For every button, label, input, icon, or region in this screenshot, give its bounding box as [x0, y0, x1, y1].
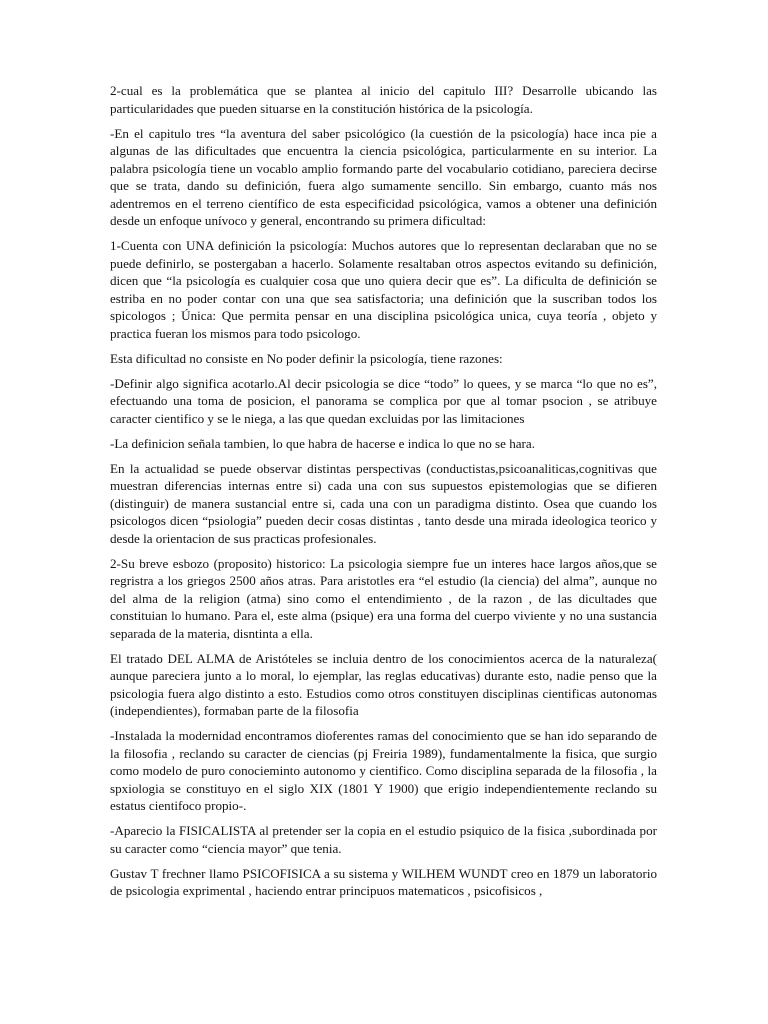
document-page — [110, 82, 657, 907]
paragraph-historical-sketch: 2-Su breve esbozo (proposito) historico: La psicologia siempre fue un interes hace largos años,que se regristra a los griegos 2500 años atras. Para aristotles era “el estudio (la ciencia) del alma”, aunque no del alma de la religion (atma) sino como el entendimiento , de la razon , de las dicultades que constituian lo humano. Para el, este alma (psique) era una forma del cuerpo viviente y no una sustancia separada de la materia, disntinta a ella. — [110, 555, 657, 641]
paragraph-fisicalista: -Aparecio la FISICALISTA al pretender ser la copia en el estudio psiquico de la fisica ,subordinada por su caracter como “ciencia mayor” que tenia. — [110, 823, 657, 856]
paragraph-chapter-intro: -En el capitulo tres “la aventura del saber psicológico (la cuestión de la psicología) hace inca pie a algunas de las dificultades que encuentra la ciencia psicológica, particularmente en su interior. La palabra psicología tiene un vocablo amplio formando parte del vocabulario cotidiano, pareciera decirse que se trata, dando su definición, fuera algo sumamente sencillo. Sin embargo, cuanto más nos adentremos en el terreno científico de esta especificidad psicológica, vamos a obtener una definición desde un enfoque unívoco y general, encontrando su primera dificultad: — [110, 125, 657, 228]
paragraph-perspectives: En la actualidad se puede observar distintas perspectivas (conductistas,psicoanaliticas,cognitivas que muestran diferencias internas entre si) cada una con sus supuestos epistemologias que se difieren (distinguir) de manera sustancial entre si, cada una con un paradigma distinto. Osea que cuando los psicologos dicen “psiologia” pueden decir cosas distintas , tanto desde una mirada ideologica teorico y desde la orientacion de sus practicas profesionales. — [110, 460, 657, 546]
paragraph-definition-signals: -La definicion señala tambien, lo que habra de hacerse e indica lo que no se hara. — [110, 435, 535, 451]
paragraph-reasons-intro: Esta dificultad no consiste en No poder definir la psicología, tiene razones: — [110, 350, 503, 366]
paragraph-psicofisica: Gustav T frechner llamo PSICOFISICA a su sistema y WILHEM WUNDT creo en 1879 un laboratorio de psicologia exprimental , haciendo entrar principuos matematicos , psicofisicos , — [110, 865, 657, 898]
paragraph-question: 2-cual es la problemática que se plantea al inicio del capitulo III? Desarrolle ubicando las particularidades que pueden situarse en la constitución histórica de la psicología. — [110, 83, 657, 116]
paragraph-definition: 1-Cuenta con UNA definición la psicología: Muchos autores que lo representan declaraban que no se puede definirlo, se postergaban a hacerlo. Solamente resaltaban otros aspectos evitando su definición, dicen que “la psicología es cualquier cosa que uno quiera decir que es”. La dificulta de definición se estriba en no poder contar con una que sea satisfactoria; una definición que la suscriban todos los spicologos ; Única: Que permita pensar en una disciplina psicológica unica, cuya teoría , objeto y practica fueran los mismos para todo psicologo. — [110, 238, 657, 341]
paragraph-modernity: -Instalada la modernidad encontramos dioferentes ramas del conocimiento que se han ido separando de la filosofia , reclando su caracter de ciencias (pj Freiria 1989), fundamentalmente la fisica, que surgio como modelo de puro conocieminto autonomo y cientifico. Como disciplina separada de la filosofia , la spxiologia se constituyo en el siglo XIX (1801 Y 1900) que erigio independientemente reclando su estatus cientifoco propio-. — [110, 728, 657, 813]
paragraph-define-limits: -Definir algo significa acotarlo.Al decir psicologia se dice “todo” lo quees, y se marca “lo que no es”, efectuando una toma de posicion, el panorama se complica por que al tomar psocion , se atribuye caracter cientifico y se le niega, a las que quedan excluidas por las limitaciones — [110, 375, 657, 426]
paragraph-aristotle-treatise: El tratado DEL ALMA de Aristóteles se incluia dentro de los conocimientos acerca de la naturaleza( aunque pareciera junto a lo moral, lo ejemplar, las reglas educativas) durante esto, nadie penso que la psicologia fuera algo distinto a esto. Estudios como otros constituyen disciplinas cientificas autonomas (independientes), formaban parte de la filosofia — [110, 650, 657, 718]
